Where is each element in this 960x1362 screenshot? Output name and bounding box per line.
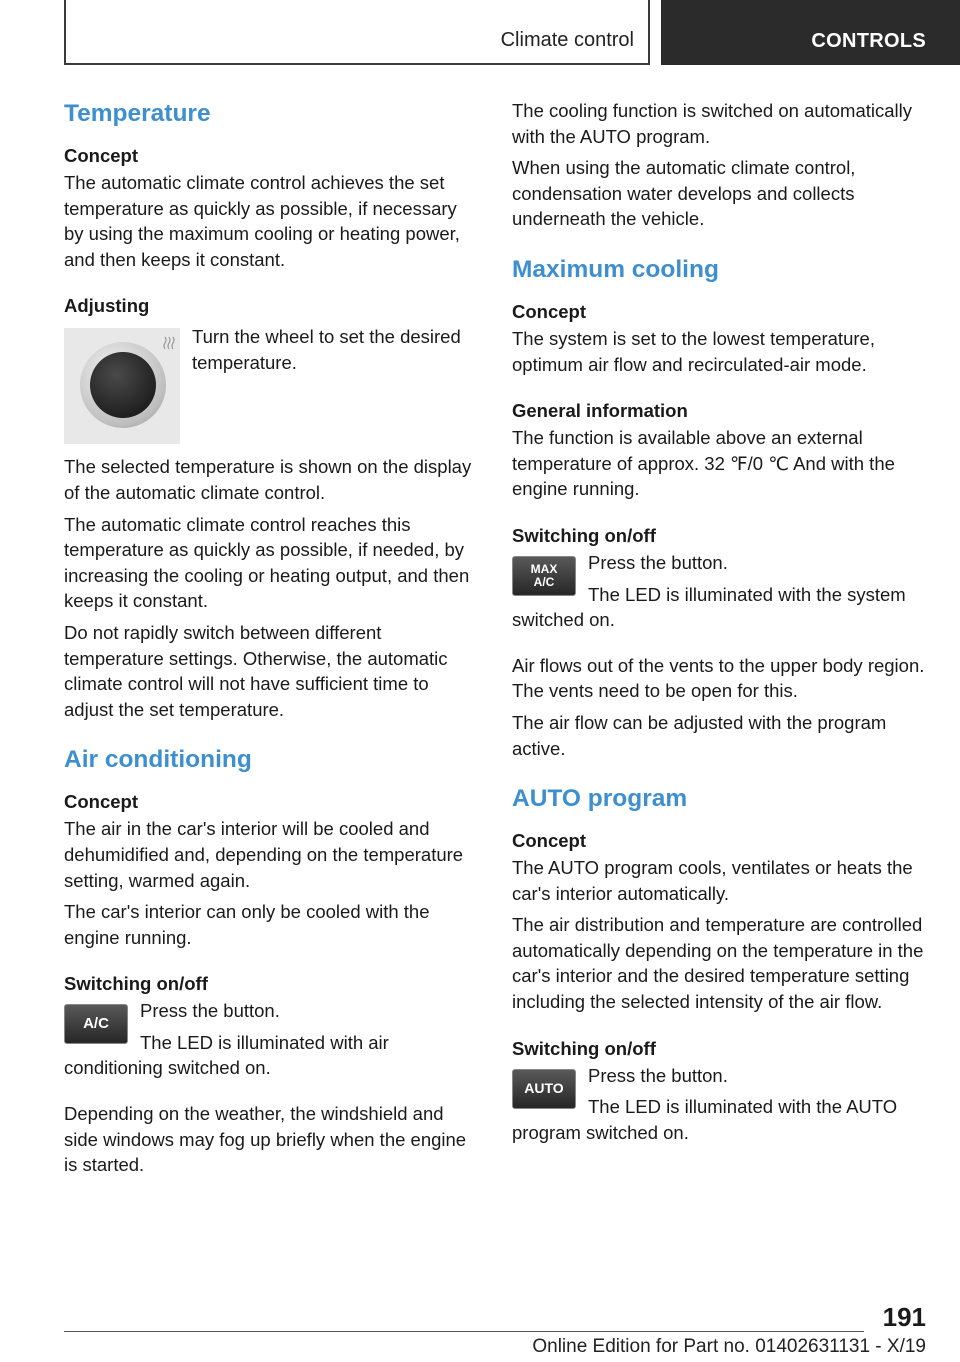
left-column bbox=[64, 98, 478, 1184]
maxcool-press-text: Press the button. bbox=[588, 551, 728, 573]
maxcool-heading: Maximum cooling bbox=[512, 255, 719, 283]
temperature-concept-text: The automatic climate control achieves the set temperature as quickly as possible, if necessary by using the maximum cooling or heating power, and then keeps it constant. bbox=[64, 172, 460, 270]
cooling-intro-1: The cooling function is switched on automatically with the AUTO program. bbox=[512, 100, 913, 147]
maxcool-concept-heading: Concept bbox=[512, 300, 586, 322]
adjusting-block bbox=[64, 324, 478, 454]
temperature-concept-heading: Concept bbox=[64, 145, 138, 166]
maxcool-led-text: The LED is illuminated with the system switched on. bbox=[512, 583, 906, 631]
chapter-title: Climate control bbox=[500, 29, 634, 51]
max-ac-button-line-2: A/C bbox=[533, 574, 555, 589]
cooling-intro-2: When using the automatic climate control, condensation water develops and collects underneath the vehicle. bbox=[512, 157, 856, 230]
auto-press-text: Press the button. bbox=[588, 1064, 728, 1086]
temperature-para-1: The selected temperature is shown on the display of the automatic climate control. bbox=[64, 456, 472, 503]
footer-divider bbox=[64, 1331, 864, 1332]
ac-button-image: A/C bbox=[64, 1004, 128, 1044]
ac-switch-block bbox=[64, 998, 478, 1087]
auto-switch-block bbox=[512, 1063, 926, 1152]
maxcool-switch-block bbox=[512, 550, 926, 639]
ac-weather-text: Depending on the weather, the windshield and side windows may fog up briefly when the engine is started. bbox=[64, 1103, 467, 1176]
auto-button-image: AUTO bbox=[512, 1069, 576, 1109]
auto-concept-heading: Concept bbox=[512, 830, 586, 852]
temperature-para-2: The automatic climate control reaches this temperature as quickly as possible, if needed, by increasing the cooling or heating output, and then keeps it constant. bbox=[64, 513, 470, 612]
temperature-para-3: Do not rapidly switch between different temperature settings. Otherwise, the automatic climate control will not have sufficient time to adjust the set temperature. bbox=[64, 621, 448, 720]
ac-switch-heading: Switching on/off bbox=[64, 973, 208, 995]
ac-led-text: The LED is illuminated with air conditioning switched on. bbox=[64, 1031, 389, 1079]
temperature-wheel-image bbox=[64, 328, 180, 444]
temperature-heading: Temperature bbox=[64, 100, 211, 127]
edition-text: Online Edition for Part no. 01402631131 - X/19 bbox=[532, 1336, 926, 1357]
auto-heading: AUTO program bbox=[512, 785, 688, 813]
right-column bbox=[512, 98, 926, 1151]
maxcool-concept-text: The system is set to the lowest temperature, optimum air flow and recirculated-air mode. bbox=[512, 327, 875, 375]
auto-concept-text-1: The AUTO program cools, ventilates or heats the car's interior automatically. bbox=[512, 857, 913, 904]
header-frame bbox=[64, 0, 650, 65]
heat-waves-icon bbox=[163, 336, 175, 350]
ac-press-text: Press the button. bbox=[140, 1000, 280, 1022]
ac-concept-text-1: The air in the car's interior will be cooled and dehumidified and, depending on the temperature setting, warmed again. bbox=[64, 818, 464, 891]
maxcool-general-text: The function is available above an external temperature of approx. 32 ℉/0 ℃ And with the engine running. bbox=[512, 427, 895, 500]
section-title: CONTROLS bbox=[811, 30, 926, 52]
maxcool-airflow-text-1: Air flows out of the vents to the upper body region. The vents need to be open for this. bbox=[512, 654, 925, 702]
ac-concept-heading: Concept bbox=[64, 791, 138, 813]
adjusting-heading: Adjusting bbox=[64, 295, 150, 317]
ac-heading: Air conditioning bbox=[64, 746, 252, 774]
section-tab bbox=[661, 0, 960, 65]
adjusting-text: Turn the wheel to set the desired temperature. bbox=[192, 326, 461, 373]
max-ac-button-image bbox=[512, 556, 576, 596]
auto-led-text: The LED is illuminated with the AUTO program switched on. bbox=[512, 1096, 898, 1143]
maxcool-airflow-text-2: The air flow can be adjusted with the program active. bbox=[512, 711, 887, 759]
auto-switch-heading: Switching on/off bbox=[512, 1037, 656, 1059]
ac-concept-text-2: The car's interior can only be cooled with the engine running. bbox=[64, 901, 430, 948]
page-number: 191 bbox=[882, 1302, 926, 1332]
max-ac-button-line-1: MAX bbox=[530, 561, 558, 576]
maxcool-switch-heading: Switching on/off bbox=[512, 524, 656, 546]
maxcool-general-heading: General information bbox=[512, 400, 688, 422]
auto-concept-text-2: The air distribution and temperature are controlled automatically depending on the temperature in the car's interior and the desired temperature setting including the selected intensity of the air flow. bbox=[512, 914, 924, 1013]
